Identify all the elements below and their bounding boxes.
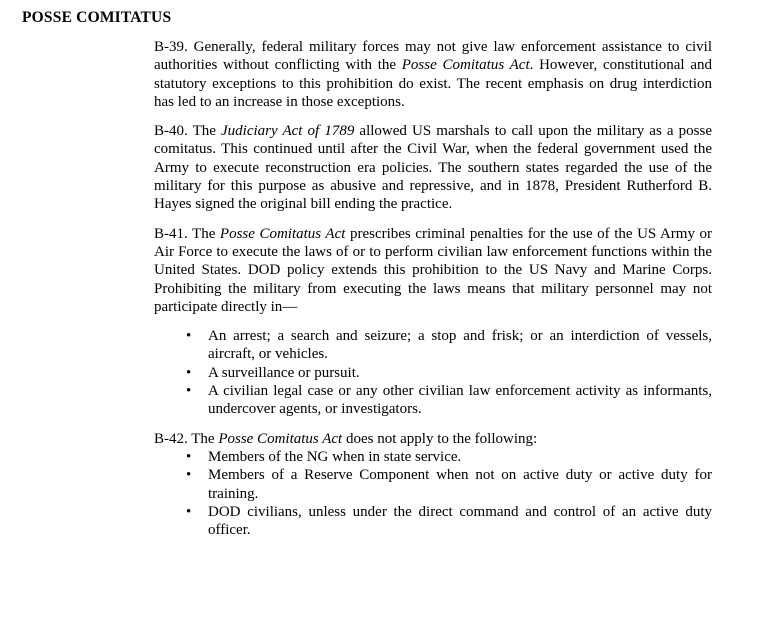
list-item: [154, 327, 712, 364]
paragraph-b39-text-1: Generally, federal military forces may not give law enforcement assistance to civil authorities without conflicting with the: [154, 39, 712, 74]
paragraph-b41-text-1: The: [187, 225, 220, 242]
list-item-text: A civilian legal case or any other civilian law enforcement activity as informants, undercover agents, or investigators.: [208, 383, 712, 418]
bullet-icon: •: [186, 503, 192, 520]
bullet-list-b42: [154, 448, 712, 539]
bullet-icon: •: [186, 467, 192, 484]
paragraph-b42-text-2: does not apply to the following:: [342, 430, 538, 447]
paragraph-label-b41: B-41.: [154, 225, 188, 242]
bullet-icon: •: [186, 448, 192, 465]
bullet-icon: •: [186, 328, 192, 345]
bullet-icon: •: [186, 383, 192, 400]
list-item: [154, 503, 712, 540]
paragraph-b40-text-1: The: [187, 123, 221, 140]
paragraph-label-b42: B-42.: [154, 430, 188, 447]
list-item: [154, 448, 712, 466]
paragraph-b42: [154, 430, 712, 448]
paragraph-b40-italic-1: Judiciary Act of 1789: [221, 123, 355, 140]
page-title: POSSE COMITATUS: [22, 9, 172, 26]
list-item-text: DOD civilians, unless under the direct command and control of an active duty officer.: [208, 503, 712, 539]
paragraph-b42-text-1: The: [187, 430, 219, 447]
list-item-text: A surveillance or pursuit.: [208, 364, 360, 381]
document-body: [154, 38, 712, 539]
list-item: [154, 382, 712, 419]
paragraph-b39-italic-1: Posse Comitatus Act: [401, 57, 530, 74]
paragraph-b41-italic-1: Posse Comitatus Act: [219, 225, 346, 242]
list-item: [154, 466, 712, 503]
list-item-text: Members of a Reserve Component when not on active duty or active duty for training.: [208, 467, 712, 502]
list-item-text: Members of the NG when in state service.: [208, 448, 462, 465]
paragraph-label-b40: B-40.: [154, 123, 188, 140]
paragraph-b39: [154, 38, 712, 111]
paragraph-b40-text-2: allowed US marshals to call upon the military as a posse comitatus. This continued until after the Civil War, when the federal government used the Army to execute reconstruction era policies. The southern states regarded the use of the military for this purpose as abusive and repressive, and in 1878, President Rutherford B. Hayes signed the original bill ending the practice.: [154, 123, 712, 213]
list-item: [154, 364, 712, 382]
paragraph-b40: [154, 122, 712, 213]
paragraph-label-b39: B-39.: [154, 39, 188, 55]
paragraph-b39-text-2: . However, constitutional and statutory exceptions to this prohibition do exist. The recent emphasis on drug interdiction has led to an increase in those exceptions.: [154, 57, 712, 110]
bullet-icon: •: [186, 364, 192, 381]
paragraph-b41-text-2: prescribes criminal penalties for the use of the US Army or Air Force to execute the laws of or to perform civilian law enforcement functions within the United States. DOD policy extends this prohibition to the US Navy and Marine Corps. Prohibiting the military from executing the laws means that military personnel may not participate directly in—: [154, 225, 713, 315]
bullet-list-b41: [154, 327, 712, 418]
list-item-text: An arrest; a search and seizure; a stop and frisk; or an interdiction of vessels, aircraft, or vehicles.: [208, 328, 712, 363]
paragraph-b42-italic-1: Posse Comitatus Act: [218, 430, 343, 447]
paragraph-b41: [154, 225, 712, 316]
